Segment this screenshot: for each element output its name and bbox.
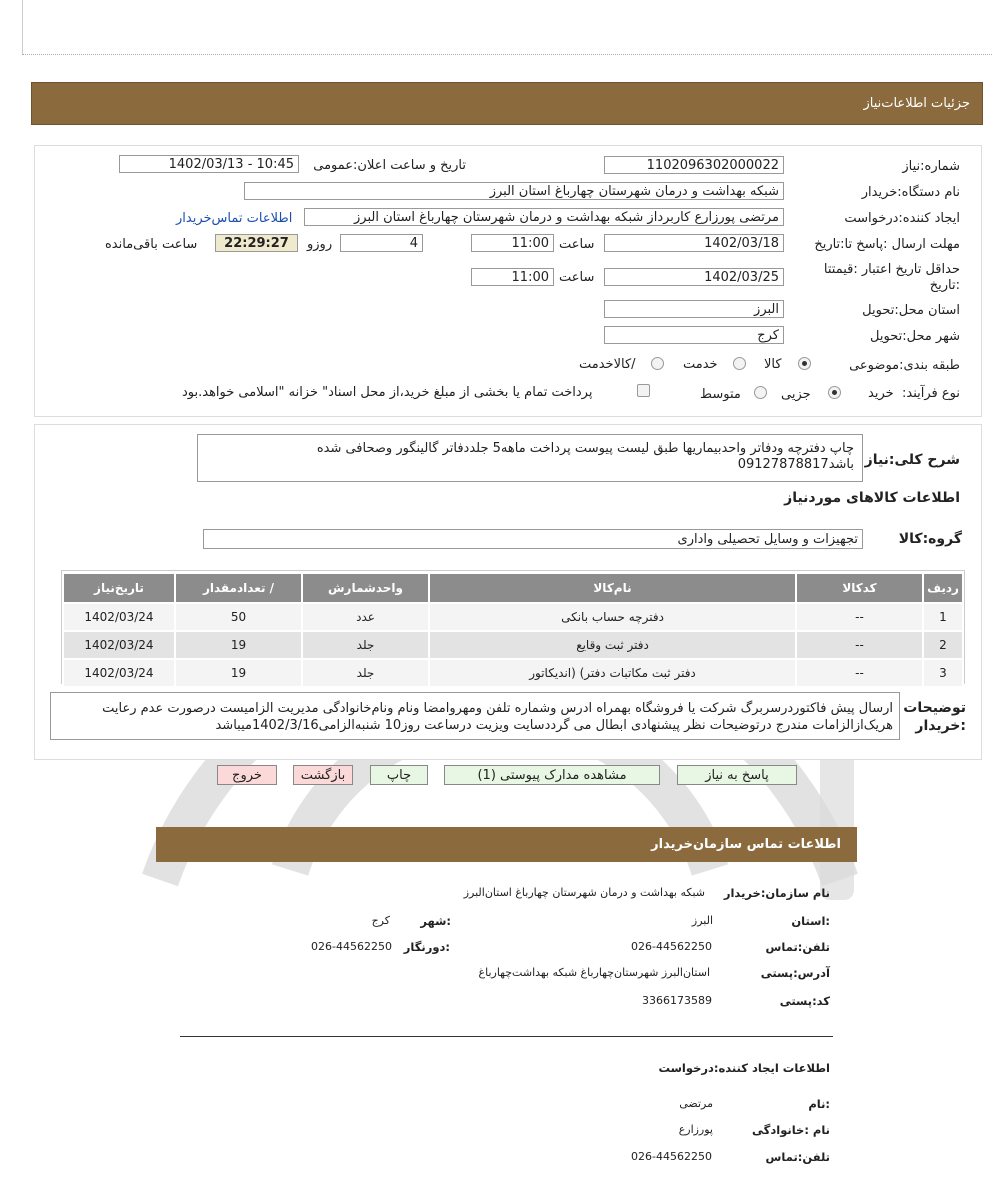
- requester-label: ایجاد کننده:درخواست: [844, 211, 960, 226]
- remaining-time-field: 22:29:27: [215, 234, 298, 252]
- exit-button[interactable]: خروج: [217, 765, 277, 785]
- cell-name: دفتر ثبت مکاتبات دفتر) (اندیکاتور: [429, 659, 796, 687]
- cell-code: --: [796, 603, 923, 631]
- requester-field[interactable]: مرتضی پورزارع کاربرداز شبکه بهداشت و درمان شهرستان چهارباغ استان البرز: [304, 208, 784, 226]
- min-validity-label: حداقل تاریخ اعتبار :قیمتتا: [823, 262, 960, 277]
- category-service-radio[interactable]: [733, 357, 746, 370]
- items-table-header: [63, 573, 963, 603]
- cell-unit: عدد: [302, 603, 429, 631]
- cell-date: 1402/03/24: [63, 659, 175, 687]
- process-medium-radio[interactable]: [754, 386, 767, 399]
- cell-date: 1402/03/24: [63, 603, 175, 631]
- cell-code: --: [796, 631, 923, 659]
- province-label: استان محل:تحویل: [862, 303, 960, 318]
- cell-qty: 19: [175, 659, 302, 687]
- province-info-value: البرز: [691, 914, 713, 927]
- table-row[interactable]: [63, 659, 963, 687]
- col-code: کدکالا: [796, 573, 923, 603]
- city-label: شهر محل:تحویل: [870, 329, 960, 344]
- details-header-bar: [31, 82, 983, 125]
- reply-date-field[interactable]: 1402/03/18: [604, 234, 784, 252]
- col-unit: واحدشمارش: [302, 573, 429, 603]
- days-field[interactable]: 4: [340, 234, 423, 252]
- category-both-label: /کالاخدمت: [579, 357, 636, 372]
- back-button[interactable]: بازگشت: [293, 765, 353, 785]
- fax-label: :دورنگار: [403, 940, 450, 954]
- remaining-label: ساعت باقی‌مانده: [105, 237, 198, 252]
- summary-box[interactable]: [197, 434, 863, 482]
- category-goods-radio[interactable]: [798, 357, 811, 370]
- validity-date-field[interactable]: 1402/03/25: [604, 268, 784, 286]
- city-info-label: :شهر: [420, 914, 451, 928]
- contact-header-bar: [156, 827, 857, 862]
- address-value: استان‌البرز شهرستان‌چهارباغ شبکه بهداشت‌چهارباغ: [478, 966, 710, 979]
- city-field[interactable]: کرج: [604, 326, 784, 344]
- process-minor-radio[interactable]: [828, 386, 841, 399]
- process-label: نوع فرآیند:: [902, 386, 960, 401]
- process-minor-label: جزیی: [781, 387, 811, 402]
- reply-time-field[interactable]: 11:00: [471, 234, 554, 252]
- summary-text: چاپ دفترچه ودفاتر واحدبیماریها طبق لیست پیوست پرداخت ماهه5 جلددفاتر گالینگور وصحافی شده باشد09127878817: [316, 441, 854, 472]
- cell-unit: جلد: [302, 659, 429, 687]
- items-table: [62, 572, 964, 688]
- process-buy-label: خرید: [868, 386, 894, 401]
- col-row: ردیف: [923, 573, 963, 603]
- category-label: طبقه بندی:موضوعی: [849, 358, 960, 373]
- treasury-note: پرداخت تمام یا بخشی از مبلغ خرید،از محل اسناد" خزانه "اسلامی خواهد.بود: [182, 385, 593, 400]
- days-label: روزو: [307, 237, 333, 252]
- treasury-checkbox[interactable]: [637, 384, 650, 397]
- table-row[interactable]: [63, 631, 963, 659]
- cell-row: 2: [923, 631, 963, 659]
- buyer-contact-link[interactable]: اطلاعات تماس‌خریدار: [176, 211, 293, 226]
- buyer-org-field[interactable]: شبکه بهداشت و درمان شهرستان چهارباغ استان البرز: [244, 182, 784, 200]
- category-both-radio[interactable]: [651, 357, 664, 370]
- process-medium-label: متوسط: [700, 387, 741, 402]
- cell-row: 3: [923, 659, 963, 687]
- announce-label: تاریخ و ساعت اعلان:عمومی: [313, 158, 466, 173]
- creator-phone-value: 026-44562250: [631, 1150, 712, 1163]
- announce-field[interactable]: 1402/03/13 - 10:45: [119, 155, 299, 173]
- attachments-button[interactable]: مشاهده مدارک پیوستی (1): [444, 765, 660, 785]
- cell-row: 1: [923, 603, 963, 631]
- buyer-org-label: نام دستگاه:خریدار: [861, 185, 960, 200]
- buyer-notes-line-1: ارسال پیش فاکتوردرسربرگ شرکت یا فروشگاه بهمراه ادرس وشماره تلفن ومهروامضا ونام ونام‌خانوادگی مدیریت الزامیست درصورت عدم رعایت: [102, 701, 893, 716]
- buyer-notes-label: توضیحات: [903, 700, 966, 716]
- province-field[interactable]: البرز: [604, 300, 784, 318]
- summary-label: شرح کلی:نیاز: [864, 452, 960, 468]
- creator-family-label: نام :خانوادگی: [752, 1123, 830, 1137]
- contact-divider: [180, 1036, 833, 1037]
- creator-family-value: پورزارع: [678, 1123, 713, 1136]
- contact-header-title: اطلاعات تماس سازمان‌خریدار: [651, 837, 841, 852]
- details-header-title: جزئیات اطلاعات‌نیاز: [863, 96, 970, 111]
- cell-name: دفترچه حساب بانکی: [429, 603, 796, 631]
- cell-date: 1402/03/24: [63, 631, 175, 659]
- reply-deadline-label: مهلت ارسال :پاسخ تا:تاریخ: [814, 237, 960, 252]
- creator-phone-label: تلفن:تماس: [765, 1150, 830, 1164]
- creator-name-label: :نام: [808, 1097, 830, 1111]
- buyer-notes-box[interactable]: [50, 692, 900, 740]
- validity-time-label: ساعت: [559, 270, 595, 285]
- reply-button[interactable]: پاسخ به نیاز: [677, 765, 797, 785]
- validity-time-field[interactable]: 11:00: [471, 268, 554, 286]
- table-row[interactable]: [63, 603, 963, 631]
- goods-group-label: گروه:کالا: [898, 531, 962, 547]
- cell-code: --: [796, 659, 923, 687]
- need-number-field[interactable]: 1102096302000022: [604, 156, 784, 174]
- cell-unit: جلد: [302, 631, 429, 659]
- cell-name: دفتر ثبت وقایع: [429, 631, 796, 659]
- goods-group-field[interactable]: تجهیزات و وسایل تحصیلی واداری: [203, 529, 863, 549]
- postal-code-value: 3366173589: [642, 994, 712, 1007]
- province-info-label: :استان: [791, 914, 830, 928]
- org-name-label: نام سازمان:خریدار: [723, 886, 830, 900]
- reply-time-label: ساعت: [559, 237, 595, 252]
- col-qty: / تعدادمقدار: [175, 573, 302, 603]
- print-button[interactable]: چاپ: [370, 765, 428, 785]
- buyer-notes-label-2: :خریدار: [915, 718, 966, 734]
- fax-value: 026-44562250: [311, 940, 392, 953]
- top-divider: [22, 54, 992, 55]
- top-border: [22, 0, 23, 54]
- col-date: تاریخ‌نیاز: [63, 573, 175, 603]
- need-number-label: شماره:نیاز: [902, 159, 960, 174]
- phone-value: 026-44562250: [631, 940, 712, 953]
- buyer-notes-line-2: هریک‌ازالزامات مندرج درتوضیحات نظر پیشنهادی ابطال می گرددسایت ویزیت درساعت روز10 شنبه‌الزامی1402/3/16میباشد: [215, 718, 893, 733]
- cell-qty: 19: [175, 631, 302, 659]
- category-goods-label: کالا: [764, 357, 782, 372]
- col-name: نام‌کالا: [429, 573, 796, 603]
- cell-qty: 50: [175, 603, 302, 631]
- city-info-value: کرج: [371, 914, 390, 927]
- min-validity-label-2: :تاریخ: [929, 278, 960, 293]
- postal-code-label: کد:پستی: [779, 994, 830, 1008]
- creator-name-value: مرتضی: [679, 1097, 713, 1110]
- category-service-label: خدمت: [683, 357, 718, 372]
- creator-info-title: اطلاعات ایجاد کننده:درخواست: [658, 1061, 830, 1075]
- org-name-value: شبکه بهداشت و درمان شهرستان چهارباغ استان‌البرز: [463, 886, 705, 899]
- goods-info-title: اطلاعات کالاهای موردنیاز: [784, 490, 960, 506]
- address-label: آدرس:پستی: [760, 966, 830, 980]
- phone-label: تلفن:تماس: [765, 940, 830, 954]
